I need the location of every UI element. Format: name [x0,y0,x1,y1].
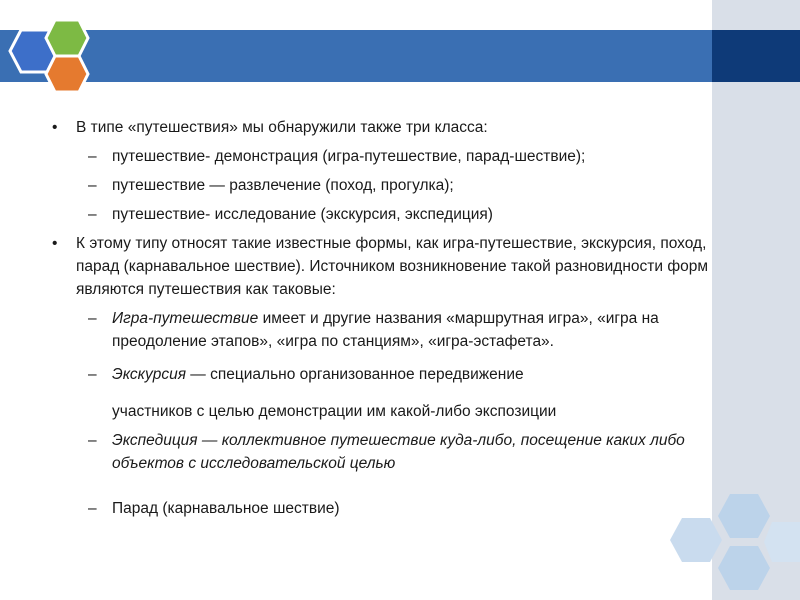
bullet-item [52,116,752,139]
sub-item [52,203,752,226]
term-game-journey: Игра-путешествие [112,310,259,327]
sub-text: имеет и другие названия «маршрутная игра», «игра на преодоление этапов», «игра по станциям», «игра-эстафета». [112,310,659,350]
sub-text: — специально организованное передвижение [186,366,524,383]
sub-item [52,497,752,520]
bullet-mark: • [52,235,58,252]
sub-item-continuation [52,400,752,423]
hexagon-orange-icon [44,54,90,94]
sub-text: путешествие- демонстрация (игра-путешествие, парад-шествие); [112,148,586,165]
sub-item [52,307,752,353]
sub-item [52,363,752,386]
slide-body [52,116,752,520]
bullet-mark: • [52,119,58,136]
sub-text: путешествие- исследование (экскурсия, экспедиция) [112,206,493,223]
bullet-text: К этому типу относят такие известные формы, как игра-путешествие, экскурсия, поход, парад (карнавальное шествие). Источником возникновение такой разновидности форм являются путешествия как таковые: [76,235,708,298]
dash-mark: – [88,148,97,165]
dash-mark: – [88,366,97,383]
top-header-bar-end [712,30,800,82]
top-header-bar [0,30,800,82]
dash-mark: – [88,310,97,327]
dash-mark: – [88,206,97,223]
sub-item [52,429,752,475]
hexagon-green-icon [44,18,90,58]
bullet-item [52,232,752,301]
dash-mark: – [88,177,97,194]
dash-mark: – [88,500,97,517]
dash-mark: – [88,432,97,449]
sub-item [52,174,752,197]
bullet-text: В типе «путешествия» мы обнаружили также три класса: [76,119,488,136]
term-excursion: Экскурсия [112,366,186,383]
sub-text: путешествие — развлечение (поход, прогулка); [112,177,454,194]
sub-text: Парад (карнавальное шествие) [112,500,340,517]
term-expedition: Экспедиция — коллективное путешествие куда-либо, посещение каких либо объектов с исследовательской целью [112,432,685,472]
sub-item [52,145,752,168]
sub-text: участников с целью демонстрации им какой-либо экспозиции [112,403,557,420]
